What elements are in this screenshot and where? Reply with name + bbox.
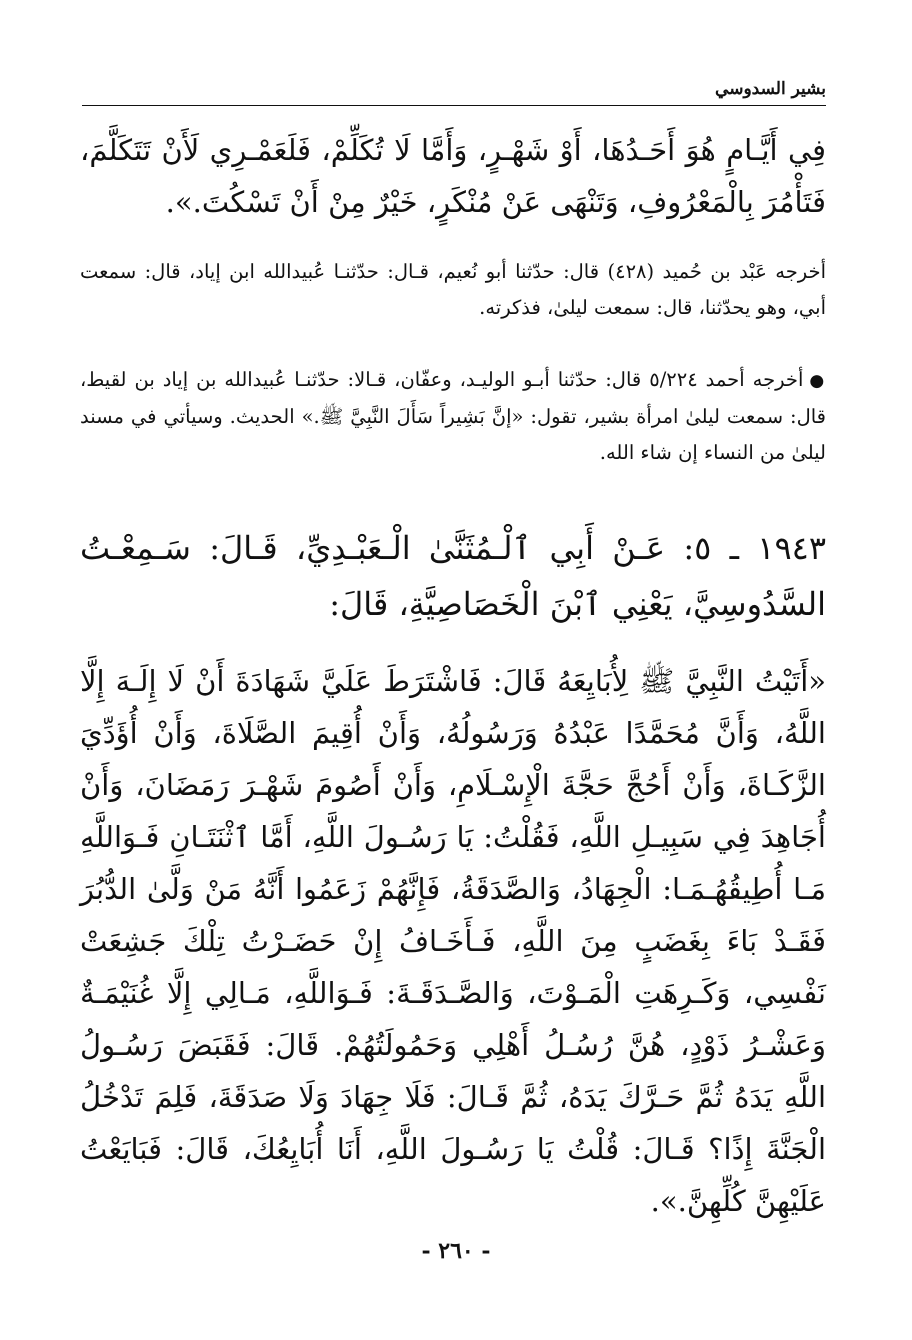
hadith-heading: ١٩٤٣ ـ ٥: عَـنْ أَبِي ٱلْـمُثَنَّىٰ الْـعَبْـدِيِّ، قَـالَ: سَـمِعْـتُ السَّدُوسِيَّ، يَعْنِي ٱبْنَ الْخَصَاصِيَّةِ، قَالَ: — [80, 529, 827, 623]
bullet-icon: ● — [809, 370, 826, 391]
takhrij-paragraph-2-text: أخرجه أحمد ٥/٢٢٤ قال: حدّثنا أبـو الوليـد، وعفّان، قـالا: حدّثنـا عُبيدالله بن إياد بن لقيط، قال: سمعت ليلىٰ امرأة بشير، تقول: «إنَّ بَشِيراً سَأَلَ النَّبِيَّ ﷺ.» الحديث. وسيأتي في مسند ليلىٰ من النساء إن شاء الله. — [80, 368, 826, 464]
hadith-text: «أَتَيْتُ النَّبِيَّ ﷺ لِأُبَايِعَهُ قَالَ: فَاشْتَرَطَ عَلَيَّ شَهَادَةَ أَنْ لَا إِلَـهَ إِلَّا اللَّهُ، وَأَنَّ مُحَمَّدًا عَبْدُهُ وَرَسُولُهُ، وَأَنْ أُقِيمَ الصَّلَاةَ، وَأَنْ أُؤَدِّيَ الزَّكَـاةَ، وَأَنْ أَحُجَّ حَجَّةَ الْإِسْـلَامِ، وَأَنْ أَصُومَ شَهْـرَ رَمَضَانَ، وَأَنْ أُجَاهِدَ فِي سَبِيـلِ اللَّهِ، فَقُلْتُ: يَا رَسُـولَ اللَّهِ، أَمَّا ٱثْنَتَـانِ فَـوَاللَّهِ مَـا أُطِيقُهُـمَـا: الْجِهَادُ، وَالصَّدَقَةُ، فَإِنَّهُمْ زَعَمُوا أَنَّهُ مَنْ وَلَّىٰ الدُّبُرَ فَقَـدْ بَاءَ بِغَضَبٍ مِنَ اللَّهِ، فَـأَخَـافُ إِنْ حَضَـرْتُ تِلْكَ جَشِعَتْ نَفْسِي، وَكَـرِهَتِ الْمَـوْتَ، وَالصَّـدَقَـةَ: فَـوَاللَّهِ، مَـالِي إِلَّا غُنَيْمَـةٌ وَعَشْـرُ ذَوْدٍ، هُنَّ رُسُـلُ أَهْلِي وَحَمُولَتُهُمْ. قَالَ: فَقَبَضَ رَسُـولُ اللَّهِ يَدَهُ ثُمَّ حَـرَّكَ يَدَهُ، ثُمَّ قَـالَ: فَلَا جِهَادَ وَلَا صَدَقَةَ، فَلِمَ تَدْخُلُ الْجَنَّةَ إِذًا؟ قَـالَ: قُلْتُ يَا رَسُـولَ اللَّهِ، أَنَا أُبَايِعُكَ، قَالَ: فَبَايَعْتُ عَلَيْهِنَّ كُلِّهِنَّ.». — [80, 664, 826, 1218]
takhrij-paragraph-2 — [80, 362, 826, 471]
header-title: بشير السدوسي — [715, 79, 826, 99]
hadith-continuation: فِي أَيَّـامٍ هُوَ أَحَـدُهَا، أَوْ شَهْـرٍ، وَأَمَّا لَا تُكَلِّمْ، فَلَعَمْـرِي لَأَنْ تَتَكَلَّمَ، فَتَأْمُرَ بِالْمَعْرُوفِ، وَتَنْهَى عَنْ مُنْكَرٍ، خَيْرٌ مِنْ أَنْ تَسْكُتَ.». — [80, 133, 826, 219]
header-rule — [82, 105, 826, 106]
running-header — [82, 78, 826, 112]
page-number: - ٢٦٠ - — [421, 1238, 491, 1264]
takhrij-paragraph-1: أخرجه عَبْد بن حُميد (٤٢٨) قال: حدّثنا أبو نُعيم، قـال: حدّثنـا عُبيدالله ابن إياد، قال: سمعت أبي، وهو يحدّثنا، قال: سمعت ليلىٰ، فذكرته. — [80, 260, 826, 319]
